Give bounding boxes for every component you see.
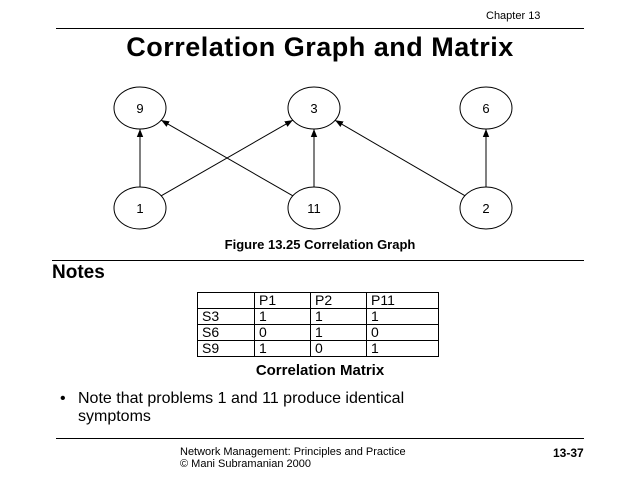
matrix-cell: 1 [311, 325, 367, 341]
matrix-cell: 1 [255, 309, 311, 325]
matrix-header-cell: P1 [255, 293, 311, 309]
bullet-text-2: symptoms [78, 408, 151, 425]
graph-node-label: 9 [136, 101, 144, 116]
graph-node-11 [288, 187, 340, 229]
page-number: 13-37 [553, 446, 584, 460]
graph-node-label: 3 [310, 101, 318, 116]
bottom-divider [56, 438, 584, 439]
table-row [198, 325, 439, 341]
graph-nodes [114, 87, 512, 229]
matrix-cell: 0 [367, 325, 439, 341]
figure-caption: Figure 13.25 Correlation Graph [224, 237, 416, 252]
footer-book-title: Network Management: Principles and Practice [180, 446, 406, 458]
graph-node-label: 1 [136, 201, 144, 216]
chapter-label: Chapter 13 [486, 10, 541, 22]
matrix-header-row [198, 293, 439, 309]
graph-node-label: 11 [307, 201, 321, 216]
matrix-cell: 1 [255, 341, 311, 357]
matrix-cell: 0 [311, 341, 367, 357]
correlation-matrix-table [197, 292, 439, 357]
notes-heading: Notes [52, 262, 105, 283]
graph-node-1 [114, 187, 166, 229]
graph-edges [140, 120, 486, 196]
bullet-line-2 [60, 408, 580, 426]
matrix-cell: 0 [255, 325, 311, 341]
table-row [198, 309, 439, 325]
graph-node-label: 2 [482, 201, 490, 216]
bullet-icon: • [60, 390, 66, 407]
graph-node-6 [460, 87, 512, 129]
graph-node-label: 6 [482, 101, 490, 116]
matrix-caption: Correlation Matrix [255, 362, 385, 379]
matrix-header-cell: P11 [367, 293, 439, 309]
matrix-cell: S6 [198, 325, 255, 341]
graph-node-2 [460, 187, 512, 229]
matrix-cell: 1 [367, 309, 439, 325]
graph-node-3 [288, 87, 340, 129]
matrix-header-cell [198, 293, 255, 309]
bullet-line-1 [60, 390, 580, 408]
matrix-cell: S9 [198, 341, 255, 357]
matrix-cell: 1 [311, 309, 367, 325]
slide-title: Correlation Graph and Matrix [126, 32, 514, 62]
graph-edge-2-to-3 [335, 120, 465, 195]
matrix-cell: 1 [367, 341, 439, 357]
matrix-cell: S3 [198, 309, 255, 325]
bullet-note [60, 390, 580, 426]
mid-divider [52, 260, 584, 261]
graph-node-9 [114, 87, 166, 129]
footer-copyright: © Mani Subramanian 2000 [180, 458, 312, 470]
bullet-text-1: Note that problems 1 and 11 produce identical [78, 390, 405, 407]
table-row [198, 341, 439, 357]
matrix-header-cell: P2 [311, 293, 367, 309]
